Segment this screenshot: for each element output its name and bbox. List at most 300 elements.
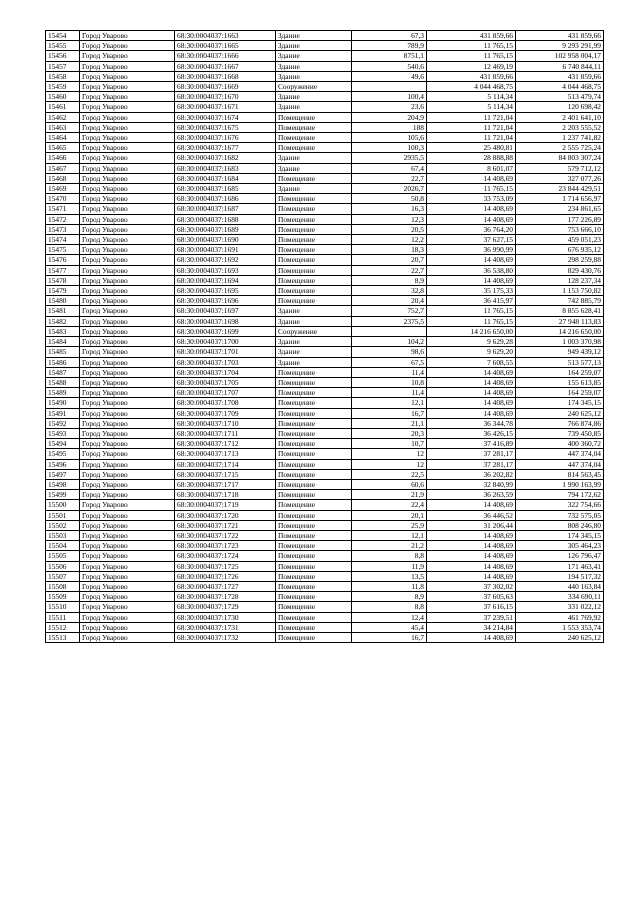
cadastral-number-cell: 68:30:0004037:1728 bbox=[175, 592, 276, 602]
row-number-cell: 15490 bbox=[46, 398, 80, 408]
specific-value-cell: 25 480,81 bbox=[427, 143, 516, 153]
cadastral-value-cell: 1 990 163,99 bbox=[516, 479, 604, 489]
object-type-cell: Помещение bbox=[276, 439, 352, 449]
row-number-cell: 15511 bbox=[46, 612, 80, 622]
area-cell: 25,9 bbox=[352, 520, 427, 530]
object-type-cell: Помещение bbox=[276, 510, 352, 520]
object-type-cell: Помещение bbox=[276, 551, 352, 561]
row-number-cell: 15455 bbox=[46, 41, 80, 51]
row-number-cell: 15496 bbox=[46, 459, 80, 469]
cadastral-number-cell: 68:30:0004037:1707 bbox=[175, 388, 276, 398]
row-number-cell: 15466 bbox=[46, 153, 80, 163]
row-number-cell: 15475 bbox=[46, 245, 80, 255]
locality-cell: Город Уварово bbox=[80, 296, 175, 306]
cadastral-number-cell: 68:30:0004037:1682 bbox=[175, 153, 276, 163]
cadastral-value-cell: 155 613,85 bbox=[516, 377, 604, 387]
cadastral-number-cell: 68:30:0004037:1701 bbox=[175, 347, 276, 357]
locality-cell: Город Уварово bbox=[80, 122, 175, 132]
table-row bbox=[46, 530, 604, 540]
row-number-cell: 15481 bbox=[46, 306, 80, 316]
specific-value-cell: 36 344,78 bbox=[427, 418, 516, 428]
specific-value-cell: 34 214,84 bbox=[427, 622, 516, 632]
cadastral-value-cell: 8 855 628,41 bbox=[516, 306, 604, 316]
specific-value-cell: 11 765,15 bbox=[427, 51, 516, 61]
cadastral-value-cell: 305 464,23 bbox=[516, 541, 604, 551]
cadastral-number-cell: 68:30:0004037:1721 bbox=[175, 520, 276, 530]
area-cell: 11,8 bbox=[352, 581, 427, 591]
area-cell: 13,5 bbox=[352, 571, 427, 581]
specific-value-cell: 11 765,15 bbox=[427, 306, 516, 316]
locality-cell: Город Уварово bbox=[80, 153, 175, 163]
row-number-cell: 15477 bbox=[46, 265, 80, 275]
cadastral-value-cell: 174 345,15 bbox=[516, 530, 604, 540]
cadastral-value-cell: 949 439,12 bbox=[516, 347, 604, 357]
specific-value-cell: 9 629,20 bbox=[427, 347, 516, 357]
cadastral-number-cell: 68:30:0004037:1708 bbox=[175, 398, 276, 408]
locality-cell: Город Уварово bbox=[80, 326, 175, 336]
row-number-cell: 15506 bbox=[46, 561, 80, 571]
area-cell: 22,4 bbox=[352, 500, 427, 510]
specific-value-cell: 14 408,69 bbox=[427, 214, 516, 224]
area-cell: 8,8 bbox=[352, 602, 427, 612]
locality-cell: Город Уварово bbox=[80, 245, 175, 255]
cadastral-number-cell: 68:30:0004037:1713 bbox=[175, 449, 276, 459]
cadastral-number-cell: 68:30:0004037:1731 bbox=[175, 622, 276, 632]
cadastral-value-cell: 732 575,05 bbox=[516, 510, 604, 520]
cadastral-number-cell: 68:30:0004037:1722 bbox=[175, 530, 276, 540]
object-type-cell: Здание bbox=[276, 92, 352, 102]
object-type-cell: Помещение bbox=[276, 377, 352, 387]
row-number-cell: 15486 bbox=[46, 357, 80, 367]
cadastral-number-cell: 68:30:0004037:1693 bbox=[175, 265, 276, 275]
table-row bbox=[46, 500, 604, 510]
cadastral-number-cell: 68:30:0004037:1671 bbox=[175, 102, 276, 112]
table-row bbox=[46, 275, 604, 285]
row-number-cell: 15512 bbox=[46, 622, 80, 632]
cadastral-value-cell: 194 517,32 bbox=[516, 571, 604, 581]
specific-value-cell: 36 990,99 bbox=[427, 245, 516, 255]
object-type-cell: Помещение bbox=[276, 500, 352, 510]
area-cell: 12,3 bbox=[352, 214, 427, 224]
locality-cell: Город Уварово bbox=[80, 530, 175, 540]
locality-cell: Город Уварово bbox=[80, 602, 175, 612]
cadastral-number-cell: 68:30:0004037:1683 bbox=[175, 163, 276, 173]
table-row bbox=[46, 388, 604, 398]
cadastral-value-cell: 431 859,66 bbox=[516, 71, 604, 81]
object-type-cell: Здание bbox=[276, 153, 352, 163]
cadastral-value-cell: 447 374,04 bbox=[516, 459, 604, 469]
area-cell: 16,7 bbox=[352, 408, 427, 418]
table-row bbox=[46, 347, 604, 357]
locality-cell: Город Уварово bbox=[80, 428, 175, 438]
specific-value-cell: 37 605,63 bbox=[427, 592, 516, 602]
cadastral-value-cell: 513 479,74 bbox=[516, 92, 604, 102]
specific-value-cell: 37 616,15 bbox=[427, 602, 516, 612]
cadastral-number-cell: 68:30:0004037:1696 bbox=[175, 296, 276, 306]
object-type-cell: Помещение bbox=[276, 469, 352, 479]
cadastral-value-cell: 400 360,72 bbox=[516, 439, 604, 449]
specific-value-cell: 5 114,34 bbox=[427, 102, 516, 112]
area-cell: 12 bbox=[352, 449, 427, 459]
object-type-cell: Помещение bbox=[276, 224, 352, 234]
object-type-cell: Помещение bbox=[276, 428, 352, 438]
row-number-cell: 15493 bbox=[46, 428, 80, 438]
cadastral-value-cell: 102 958 004,17 bbox=[516, 51, 604, 61]
area-cell: 789,9 bbox=[352, 41, 427, 51]
locality-cell: Город Уварово bbox=[80, 71, 175, 81]
table-row bbox=[46, 541, 604, 551]
cadastral-value-cell: 1 553 353,74 bbox=[516, 622, 604, 632]
row-number-cell: 15495 bbox=[46, 449, 80, 459]
object-type-cell: Помещение bbox=[276, 449, 352, 459]
specific-value-cell: 11 765,15 bbox=[427, 184, 516, 194]
area-cell: 8,8 bbox=[352, 551, 427, 561]
table-row bbox=[46, 255, 604, 265]
area-cell: 752,7 bbox=[352, 306, 427, 316]
specific-value-cell: 11 765,15 bbox=[427, 316, 516, 326]
specific-value-cell: 14 408,69 bbox=[427, 388, 516, 398]
specific-value-cell: 32 840,99 bbox=[427, 479, 516, 489]
cadastral-number-cell: 68:30:0004037:1700 bbox=[175, 337, 276, 347]
table-row bbox=[46, 204, 604, 214]
specific-value-cell: 14 408,69 bbox=[427, 275, 516, 285]
table-row bbox=[46, 235, 604, 245]
locality-cell: Город Уварово bbox=[80, 214, 175, 224]
cadastral-number-cell: 68:30:0004037:1689 bbox=[175, 224, 276, 234]
cadastral-number-cell: 68:30:0004037:1699 bbox=[175, 326, 276, 336]
locality-cell: Город Уварово bbox=[80, 357, 175, 367]
cadastral-value-cell: 240 625,12 bbox=[516, 632, 604, 642]
table-row bbox=[46, 561, 604, 571]
specific-value-cell: 37 627,15 bbox=[427, 235, 516, 245]
object-type-cell: Здание bbox=[276, 337, 352, 347]
cadastral-number-cell: 68:30:0004037:1712 bbox=[175, 439, 276, 449]
specific-value-cell: 9 629,28 bbox=[427, 337, 516, 347]
row-number-cell: 15482 bbox=[46, 316, 80, 326]
locality-cell: Город Уварово bbox=[80, 235, 175, 245]
cadastral-number-cell: 68:30:0004037:1705 bbox=[175, 377, 276, 387]
locality-cell: Город Уварово bbox=[80, 316, 175, 326]
object-type-cell: Помещение bbox=[276, 235, 352, 245]
area-cell: 105,6 bbox=[352, 133, 427, 143]
object-type-cell: Помещение bbox=[276, 408, 352, 418]
specific-value-cell: 14 408,69 bbox=[427, 500, 516, 510]
area-cell: 2026,7 bbox=[352, 184, 427, 194]
object-type-cell: Помещение bbox=[276, 418, 352, 428]
specific-value-cell: 12 469,19 bbox=[427, 61, 516, 71]
cadastral-value-cell: 513 577,13 bbox=[516, 357, 604, 367]
object-type-cell: Помещение bbox=[276, 275, 352, 285]
cadastral-value-cell: 753 666,10 bbox=[516, 224, 604, 234]
cadastral-value-cell: 1 153 750,82 bbox=[516, 286, 604, 296]
locality-cell: Город Уварово bbox=[80, 224, 175, 234]
cadastral-value-cell: 23 844 429,51 bbox=[516, 184, 604, 194]
locality-cell: Город Уварово bbox=[80, 41, 175, 51]
specific-value-cell: 35 175,33 bbox=[427, 286, 516, 296]
area-cell: 45,4 bbox=[352, 622, 427, 632]
locality-cell: Город Уварово bbox=[80, 306, 175, 316]
area-cell: 11,4 bbox=[352, 367, 427, 377]
area-cell: 22,7 bbox=[352, 173, 427, 183]
row-number-cell: 15509 bbox=[46, 592, 80, 602]
object-type-cell: Здание bbox=[276, 31, 352, 41]
object-type-cell: Помещение bbox=[276, 622, 352, 632]
cadastral-value-cell: 331 022,12 bbox=[516, 602, 604, 612]
row-number-cell: 15484 bbox=[46, 337, 80, 347]
cadastral-number-cell: 68:30:0004037:1669 bbox=[175, 82, 276, 92]
area-cell: 204,9 bbox=[352, 112, 427, 122]
object-type-cell: Помещение bbox=[276, 561, 352, 571]
cadastral-value-cell: 766 874,86 bbox=[516, 418, 604, 428]
table-row bbox=[46, 31, 604, 41]
locality-cell: Город Уварово bbox=[80, 581, 175, 591]
object-type-cell: Здание bbox=[276, 306, 352, 316]
table-row bbox=[46, 622, 604, 632]
area-cell: 2935,5 bbox=[352, 153, 427, 163]
object-type-cell: Помещение bbox=[276, 367, 352, 377]
table-row bbox=[46, 592, 604, 602]
row-number-cell: 15479 bbox=[46, 286, 80, 296]
row-number-cell: 15461 bbox=[46, 102, 80, 112]
table-row bbox=[46, 449, 604, 459]
table-row bbox=[46, 214, 604, 224]
specific-value-cell: 11 721,04 bbox=[427, 133, 516, 143]
row-number-cell: 15502 bbox=[46, 520, 80, 530]
table-row bbox=[46, 245, 604, 255]
table-row bbox=[46, 163, 604, 173]
locality-cell: Город Уварово bbox=[80, 184, 175, 194]
cadastral-value-cell: 447 374,04 bbox=[516, 449, 604, 459]
area-cell: 20,4 bbox=[352, 296, 427, 306]
cadastral-value-cell: 742 885,79 bbox=[516, 296, 604, 306]
table-row bbox=[46, 439, 604, 449]
row-number-cell: 15513 bbox=[46, 632, 80, 642]
cadastral-number-cell: 68:30:0004037:1715 bbox=[175, 469, 276, 479]
specific-value-cell: 14 408,69 bbox=[427, 377, 516, 387]
object-type-cell: Помещение bbox=[276, 612, 352, 622]
locality-cell: Город Уварово bbox=[80, 61, 175, 71]
table-row bbox=[46, 133, 604, 143]
locality-cell: Город Уварово bbox=[80, 133, 175, 143]
row-number-cell: 15503 bbox=[46, 530, 80, 540]
specific-value-cell: 31 206,44 bbox=[427, 520, 516, 530]
row-number-cell: 15483 bbox=[46, 326, 80, 336]
area-cell: 100,3 bbox=[352, 143, 427, 153]
area-cell: 2375,5 bbox=[352, 316, 427, 326]
cadastral-number-cell: 68:30:0004037:1688 bbox=[175, 214, 276, 224]
locality-cell: Город Уварово bbox=[80, 459, 175, 469]
area-cell: 60,6 bbox=[352, 479, 427, 489]
cadastral-value-cell: 9 293 291,99 bbox=[516, 41, 604, 51]
table-row bbox=[46, 418, 604, 428]
object-type-cell: Помещение bbox=[276, 581, 352, 591]
object-type-cell: Сооружение bbox=[276, 326, 352, 336]
object-type-cell: Здание bbox=[276, 51, 352, 61]
specific-value-cell: 37 281,17 bbox=[427, 449, 516, 459]
row-number-cell: 15492 bbox=[46, 418, 80, 428]
area-cell: 50,8 bbox=[352, 194, 427, 204]
cadastral-value-cell: 1 003 370,98 bbox=[516, 337, 604, 347]
cadastral-number-cell: 68:30:0004037:1686 bbox=[175, 194, 276, 204]
object-type-cell: Помещение bbox=[276, 214, 352, 224]
row-number-cell: 15480 bbox=[46, 296, 80, 306]
table-row bbox=[46, 265, 604, 275]
area-cell: 22,5 bbox=[352, 469, 427, 479]
row-number-cell: 15469 bbox=[46, 184, 80, 194]
object-type-cell: Помещение bbox=[276, 388, 352, 398]
cadastral-value-cell: 2 555 725,24 bbox=[516, 143, 604, 153]
specific-value-cell: 431 859,66 bbox=[427, 31, 516, 41]
cadastral-value-cell: 174 345,15 bbox=[516, 398, 604, 408]
row-number-cell: 15463 bbox=[46, 122, 80, 132]
locality-cell: Город Уварово bbox=[80, 92, 175, 102]
cadastral-value-cell: 322 754,66 bbox=[516, 500, 604, 510]
row-number-cell: 15473 bbox=[46, 224, 80, 234]
row-number-cell: 15508 bbox=[46, 581, 80, 591]
row-number-cell: 15467 bbox=[46, 163, 80, 173]
locality-cell: Город Уварово bbox=[80, 398, 175, 408]
object-type-cell: Здание bbox=[276, 357, 352, 367]
cadastral-number-cell: 68:30:0004037:1718 bbox=[175, 490, 276, 500]
cadastral-number-cell: 68:30:0004037:1685 bbox=[175, 184, 276, 194]
cadastral-number-cell: 68:30:0004037:1697 bbox=[175, 306, 276, 316]
locality-cell: Город Уварово bbox=[80, 541, 175, 551]
area-cell: 20,7 bbox=[352, 255, 427, 265]
cadastral-number-cell: 68:30:0004037:1667 bbox=[175, 61, 276, 71]
table-row bbox=[46, 357, 604, 367]
specific-value-cell: 36 202,82 bbox=[427, 469, 516, 479]
cadastral-value-cell: 327 077,26 bbox=[516, 173, 604, 183]
table-row bbox=[46, 490, 604, 500]
table-row bbox=[46, 602, 604, 612]
cadastral-number-cell: 68:30:0004037:1717 bbox=[175, 479, 276, 489]
table-row bbox=[46, 479, 604, 489]
specific-value-cell: 33 753,09 bbox=[427, 194, 516, 204]
object-type-cell: Помещение bbox=[276, 265, 352, 275]
cadastral-value-cell: 2 401 641,10 bbox=[516, 112, 604, 122]
cadastral-value-cell: 164 259,07 bbox=[516, 388, 604, 398]
area-cell: 12 bbox=[352, 459, 427, 469]
table-row bbox=[46, 122, 604, 132]
area-cell: 100,4 bbox=[352, 92, 427, 102]
specific-value-cell: 431 859,66 bbox=[427, 71, 516, 81]
cadastral-value-cell: 829 430,76 bbox=[516, 265, 604, 275]
locality-cell: Город Уварово bbox=[80, 408, 175, 418]
object-type-cell: Помещение bbox=[276, 530, 352, 540]
area-cell: 11,4 bbox=[352, 388, 427, 398]
cadastral-number-cell: 68:30:0004037:1666 bbox=[175, 51, 276, 61]
locality-cell: Город Уварово bbox=[80, 612, 175, 622]
row-number-cell: 15498 bbox=[46, 479, 80, 489]
specific-value-cell: 36 764,20 bbox=[427, 224, 516, 234]
specific-value-cell: 11 721,04 bbox=[427, 122, 516, 132]
locality-cell: Город Уварово bbox=[80, 418, 175, 428]
row-number-cell: 15487 bbox=[46, 367, 80, 377]
table-body bbox=[46, 31, 604, 643]
specific-value-cell: 37 416,89 bbox=[427, 439, 516, 449]
cadastral-value-cell: 676 935,12 bbox=[516, 245, 604, 255]
specific-value-cell: 14 408,69 bbox=[427, 408, 516, 418]
specific-value-cell: 8 601,07 bbox=[427, 163, 516, 173]
cadastral-value-cell: 579 712,12 bbox=[516, 163, 604, 173]
table-row bbox=[46, 286, 604, 296]
object-type-cell: Помещение bbox=[276, 479, 352, 489]
locality-cell: Город Уварово bbox=[80, 286, 175, 296]
object-type-cell: Помещение bbox=[276, 112, 352, 122]
object-type-cell: Помещение bbox=[276, 286, 352, 296]
row-number-cell: 15460 bbox=[46, 92, 80, 102]
table-row bbox=[46, 408, 604, 418]
row-number-cell: 15491 bbox=[46, 408, 80, 418]
cadastral-number-cell: 68:30:0004037:1729 bbox=[175, 602, 276, 612]
area-cell bbox=[352, 82, 427, 92]
cadastral-number-cell: 68:30:0004037:1730 bbox=[175, 612, 276, 622]
area-cell: 20,1 bbox=[352, 510, 427, 520]
cadastral-value-cell: 1 714 656,97 bbox=[516, 194, 604, 204]
row-number-cell: 15464 bbox=[46, 133, 80, 143]
specific-value-cell: 14 408,69 bbox=[427, 561, 516, 571]
table-row bbox=[46, 306, 604, 316]
area-cell: 16,3 bbox=[352, 204, 427, 214]
table-row bbox=[46, 71, 604, 81]
area-cell: 18,3 bbox=[352, 245, 427, 255]
cadastral-number-cell: 68:30:0004037:1714 bbox=[175, 459, 276, 469]
object-type-cell: Помещение bbox=[276, 122, 352, 132]
table-row bbox=[46, 428, 604, 438]
specific-value-cell: 14 408,69 bbox=[427, 541, 516, 551]
table-row bbox=[46, 510, 604, 520]
locality-cell: Город Уварово bbox=[80, 500, 175, 510]
cadastral-value-cell: 739 450,85 bbox=[516, 428, 604, 438]
cadastral-number-cell: 68:30:0004037:1711 bbox=[175, 428, 276, 438]
table-row bbox=[46, 102, 604, 112]
object-type-cell: Здание bbox=[276, 61, 352, 71]
cadastral-number-cell: 68:30:0004037:1675 bbox=[175, 122, 276, 132]
specific-value-cell: 36 538,80 bbox=[427, 265, 516, 275]
object-type-cell: Помещение bbox=[276, 632, 352, 642]
cadastral-value-cell: 171 463,41 bbox=[516, 561, 604, 571]
table-row bbox=[46, 82, 604, 92]
object-type-cell: Помещение bbox=[276, 204, 352, 214]
cadastral-value-cell: 6 740 844,11 bbox=[516, 61, 604, 71]
row-number-cell: 15474 bbox=[46, 235, 80, 245]
table-row bbox=[46, 612, 604, 622]
cadastral-number-cell: 68:30:0004037:1670 bbox=[175, 92, 276, 102]
specific-value-cell: 37 302,02 bbox=[427, 581, 516, 591]
locality-cell: Город Уварово bbox=[80, 510, 175, 520]
locality-cell: Город Уварово bbox=[80, 479, 175, 489]
cadastral-number-cell: 68:30:0004037:1676 bbox=[175, 133, 276, 143]
object-type-cell: Помещение bbox=[276, 173, 352, 183]
row-number-cell: 15470 bbox=[46, 194, 80, 204]
row-number-cell: 15472 bbox=[46, 214, 80, 224]
object-type-cell: Здание bbox=[276, 71, 352, 81]
cadastral-number-cell: 68:30:0004037:1703 bbox=[175, 357, 276, 367]
locality-cell: Город Уварово bbox=[80, 571, 175, 581]
row-number-cell: 15468 bbox=[46, 173, 80, 183]
locality-cell: Город Уварово bbox=[80, 561, 175, 571]
cadastral-value-cell: 298 259,88 bbox=[516, 255, 604, 265]
row-number-cell: 15462 bbox=[46, 112, 80, 122]
locality-cell: Город Уварово bbox=[80, 31, 175, 41]
area-cell: 67,4 bbox=[352, 163, 427, 173]
cadastral-number-cell: 68:30:0004037:1698 bbox=[175, 316, 276, 326]
object-type-cell: Помещение bbox=[276, 133, 352, 143]
locality-cell: Город Уварово bbox=[80, 592, 175, 602]
specific-value-cell: 28 888,88 bbox=[427, 153, 516, 163]
row-number-cell: 15458 bbox=[46, 71, 80, 81]
cadastral-number-cell: 68:30:0004037:1709 bbox=[175, 408, 276, 418]
